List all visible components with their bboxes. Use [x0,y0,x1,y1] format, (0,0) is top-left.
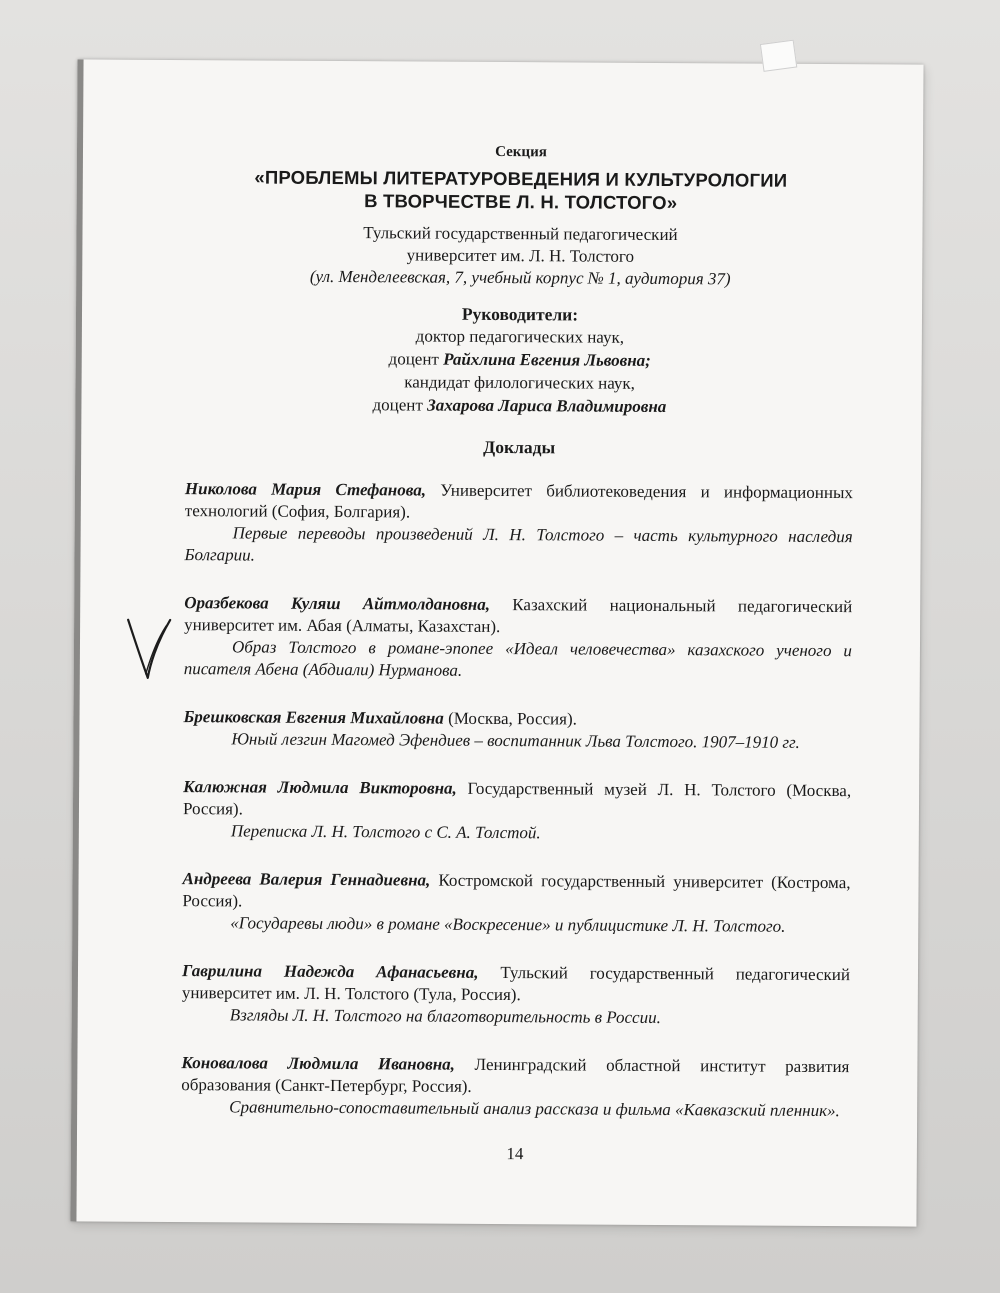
affiliation-line1: Тульский государственный педагогический [363,223,678,245]
report-affiliation: Костромской государственный университет (Кострома, Россия). [182,870,851,911]
report-title: «Государевы люди» в романе «Воскресение» и публицистике Л. Н. Толстого. [230,913,786,936]
leader-fullname-1: Райхлина Евгения Львовна; [443,349,651,370]
report-title: Переписка Л. Н. Толстого с С. А. Толстой. [230,821,541,843]
paper-tab [760,40,797,72]
report-affiliation: Государственный музей Л. Н. Толстого (Москва, Россия). [182,778,852,819]
leader-degree-1: доктор педагогических наук, [415,326,625,347]
section-title [187,165,855,215]
page-content [181,142,855,1166]
report-entry-5 [182,868,850,938]
report-affiliation: Ленинградский областной институт развития образования (Санкт-Петербург, Россия). [181,1054,850,1096]
report-entry-3 [183,706,851,754]
report-entry-1 [184,478,853,570]
report-title: Первые переводы произведений Л. Н. Толстого – часть культурного наследия Болгарии. [184,523,853,565]
report-affiliation: Казахский национальный педагогический университет им. Абая (Алматы, Казахстан). [184,594,853,637]
report-affiliation: Университет библиотековедения и информационных технологий (София, Болгария). [184,480,853,522]
leader-degree-2: кандидат филологических наук, [404,372,636,393]
report-affiliation: (Москва, Россия). [443,708,577,729]
leaders-list [185,323,854,419]
leader-name-2 [185,392,853,419]
leader-rank-2: доцент [372,395,428,415]
report-author: Калюжная Людмила Викторовна, [183,777,457,798]
handwritten-checkmark-icon [126,616,172,682]
report-entry-4 [183,776,851,846]
leaders-heading: Руководители: [461,303,579,325]
report-title: Юный лезгин Магомед Эфендиев – воспитанник Льва Толстого. 1907–1910 гг. [231,729,800,752]
report-affiliation: Тульский государственный педагогический университет им. Л. Н. Толстого (Тула, Россия). [181,962,851,1005]
page-number: 14 [506,1144,524,1164]
section-address: (ул. Менделеевская, 7, учебный корпус № 1, аудитория 37) [309,266,731,289]
report-title: Взгляды Л. Н. Толстого на благотворительность в России. [229,1005,661,1028]
report-author: Андреева Валерия Геннадиевна, [182,869,431,890]
report-entry-7 [181,1052,849,1122]
section-title-line1: «ПРОБЛЕМЫ ЛИТЕРАТУРОВЕДЕНИЯ И КУЛЬТУРОЛОГИИ [254,166,788,191]
background-bleed-text [0,455,7,486]
report-entry-2 [184,592,853,684]
section-title-line2: В ТВОРЧЕСТВЕ Л. Н. ТОЛСТОГО» [364,190,678,214]
section-affiliation [186,221,854,269]
leader-rank-1: доцент [388,349,444,369]
report-entry-6 [182,960,850,1030]
report-title: Сравнительно-сопоставительный анализ рассказа и фильма «Кавказский пленник». [229,1097,840,1121]
section-label: Секция [495,143,547,161]
reports-heading: Доклады [483,436,556,458]
leader-fullname-2: Захарова Лариса Владимировна [427,395,667,417]
report-author: Гаврилина Надежда Афанасьевна, [181,961,479,982]
report-author: Брешковская Евгения Михайловна [183,707,444,728]
report-author: Оразбекова Куляш Айтмолдановна, [184,593,491,614]
report-author: Коновалова Людмила Ивановна, [181,1053,455,1074]
affiliation-line2: университет им. Л. Н. Толстого [406,245,635,266]
report-title: Образ Толстого в романе-эпопее «Идеал человечества» казахского ученого и писателя Абена (Абдиали) Нурманова. [183,637,853,680]
document-page [70,59,923,1226]
report-author: Николова Мария Стефанова, [184,479,427,500]
